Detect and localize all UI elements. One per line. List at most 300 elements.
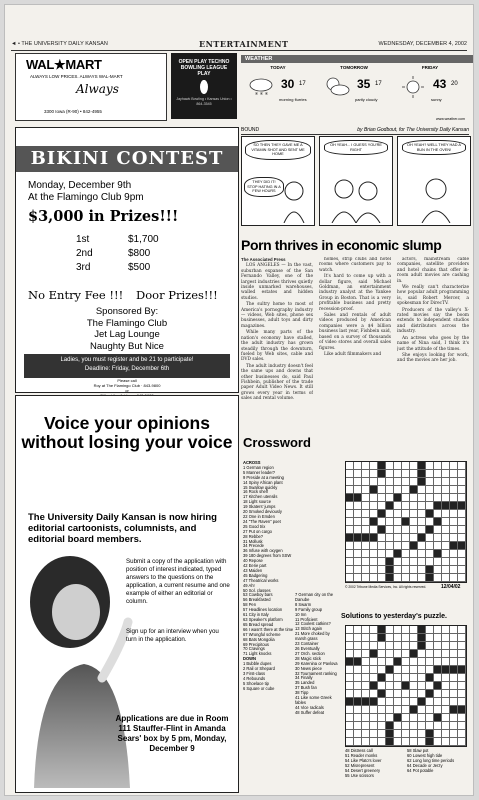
weather-condition: partly cloudy [355,97,378,102]
voice-ad-interview: Sign up for an interview when you turn in the application. [126,628,219,643]
grid-square [386,486,394,494]
grid-square [426,550,434,558]
grid-square [386,518,394,526]
grid-square [354,566,362,574]
grid-block [394,714,402,722]
grid-square [346,510,354,518]
grid-square [362,574,370,582]
grid-square [410,518,418,526]
grid-square [394,478,402,486]
clue: 45 Badgering [243,572,268,578]
grid-square [378,518,386,526]
grid-square [434,566,442,574]
grid-square [378,542,386,550]
grid-square [450,658,458,666]
grid-square [450,690,458,698]
grid-block [418,698,426,706]
grid-square [450,714,458,722]
clue: 44 Vice radicals [295,704,324,710]
grid-square [426,658,434,666]
clue: 18 Light source [243,499,271,505]
clue: 39 180 degrees from SSW [243,553,292,559]
grid-square [458,470,466,478]
grid-block [426,690,434,698]
grid-square [442,486,450,494]
grid-square [450,526,458,534]
clue: 34 Precede [243,543,264,549]
grid-square [442,674,450,682]
walmart-ad [15,53,167,121]
grid-square [434,470,442,478]
contact-line: or [125,388,129,393]
grid-square [426,666,434,674]
grid-square [450,642,458,650]
clue: 11 Proficient [295,616,318,622]
grid-square [394,526,402,534]
clue: 60 Lowest high tide [407,752,443,758]
grid-square [442,722,450,730]
grid-square [434,674,442,682]
grid-block [426,566,434,574]
grid-square [346,486,354,494]
grid-square [346,550,354,558]
grid-square [426,542,434,550]
grid-square [458,526,466,534]
grid-square [402,698,410,706]
grid-square [394,510,402,518]
prize-amount: $800 [128,248,151,259]
grid-square [378,706,386,714]
grid-block [386,738,394,746]
grid-block [418,462,426,470]
grid-block [386,566,394,574]
grid-square [378,566,386,574]
grid-square [418,550,426,558]
grid-square [450,486,458,494]
grid-square [354,550,362,558]
grid-block [354,698,362,706]
grid-square [362,674,370,682]
grid-square [410,698,418,706]
clue: 8 Swarm [295,601,312,607]
weather-day-label: TOMORROW [340,65,368,70]
grid-square [442,650,450,658]
grid-square [426,462,434,470]
grid-square [362,690,370,698]
grid-square [386,478,394,486]
grid-square [346,518,354,526]
grid-square [394,626,402,634]
grid-square [378,658,386,666]
grid-square [426,634,434,642]
grid-square [354,486,362,494]
grid-square [426,478,434,486]
grid-square [354,714,362,722]
grid-square [410,682,418,690]
grid-block [434,518,442,526]
grid-square [410,634,418,642]
clue: 54 Desert greenery [345,767,381,773]
grid-square [458,738,466,746]
article-paragraph: We really can't characterize how popular adult programming is, said Robert Mercer, a spokesman for DirecTV. [397,285,469,307]
grid-square [394,722,402,730]
grid-block [418,642,426,650]
clue: 48 Distress call [345,748,373,753]
grid-square [442,542,450,550]
grid-square [458,518,466,526]
walmart-logo: WAL★MART [26,57,102,72]
article-column [397,257,469,427]
grid-square [418,526,426,534]
grid-square [346,650,354,658]
clue: 63 Speaker's platform [243,617,283,622]
grid-block [370,698,378,706]
grid-block [346,494,354,502]
grid-block [378,690,386,698]
grid-square [378,650,386,658]
grid-square [346,738,354,746]
grid-square [402,650,410,658]
clue: 2 Rail or Shepard [243,666,275,672]
grid-square [362,634,370,642]
bikini-title: BIKINI CONTEST [16,146,238,172]
grid-square [402,558,410,566]
grid-square [418,714,426,722]
clue: 3 First-class [243,670,266,676]
grid-square [362,526,370,534]
grid-square [402,502,410,510]
grid-square [402,722,410,730]
voice-ad-instructions: Submit a copy of the application with position of interest indicated, typed answers to the questions on the application, a current resume and one example of either an editorial or column. [126,558,230,605]
grid-block [450,502,458,510]
clue: 31 Mollusk [243,538,263,544]
registration-deadline: Deadline: Friday, December 6th [84,366,170,372]
grid-square [426,650,434,658]
bowling-ad [171,53,237,119]
grid-square [426,698,434,706]
grid-square [354,642,362,650]
clue: 40 Repose [243,558,263,564]
grid-block [402,518,410,526]
grid-square [378,534,386,542]
clue: 17 Kitchen utensils [243,494,278,500]
grid-square [410,526,418,534]
grid-square [434,706,442,714]
clue-heading: DOWN [243,656,256,662]
grid-block [410,486,418,494]
grid-square [442,634,450,642]
grid-square [354,650,362,658]
article-paragraph: An actress who goes by the name of Nina said, I think it's just the attitude of the times. [397,335,469,352]
grid-square [450,698,458,706]
cartoon-figure-icon [416,175,456,223]
clue: 58 Slaw pot [407,748,429,753]
grid-square [346,566,354,574]
grid-square [450,558,458,566]
clue: 67 Wrongful scheme [243,631,281,637]
clue: 62 Long long time periods [407,757,455,763]
article-paragraph: actors, mainstream cable companies, satellite providers and hotel chains that offer in-room adult movies are cashing in. [397,257,469,284]
grid-square [370,566,378,574]
clue: 64 Pot potable [407,767,434,773]
grid-square [434,526,442,534]
clue: 38 Tipp [295,690,309,696]
grid-square [434,486,442,494]
grid-square [354,510,362,518]
grid-square [370,478,378,486]
grid-square [386,714,394,722]
grid-square [442,706,450,714]
clue: 9 Preside at a meeting [243,474,284,480]
grid-block [434,502,442,510]
weather-today [241,65,315,115]
grid-square [458,722,466,730]
grid-square [394,674,402,682]
grid-block [370,534,378,542]
grid-block [450,542,458,550]
grid-square [362,722,370,730]
article-paragraph: She enjoys looking for work, and the movies are her job. [397,352,469,364]
grid-square [394,634,402,642]
clue: 55 Use scissors [345,772,374,778]
bikini-contest-ad [15,127,239,393]
grid-block [458,706,466,714]
grid-square [394,690,402,698]
grid-square [346,682,354,690]
clue: 6 Square or cube [243,685,275,691]
grid-square [394,502,402,510]
grid-square [418,706,426,714]
grid-square [378,494,386,502]
clue: 5 Shoelace tip [243,680,269,686]
crossword-date: 12/04/02 [441,584,461,590]
grid-square [354,690,362,698]
prize-place: 2nd [76,248,93,259]
grid-square [410,502,418,510]
crossword-title: Crossword [243,435,311,450]
weather-friday [393,65,467,115]
clue: 69 Precipitous [243,641,269,647]
grid-square [386,650,394,658]
grid-square [402,510,410,518]
grid-square [386,658,394,666]
grid-square [410,494,418,502]
grid-square [458,658,466,666]
grid-square [394,650,402,658]
grid-square [434,462,442,470]
grid-square [410,626,418,634]
sun-icon [399,75,427,99]
grid-square [362,706,370,714]
clue: 27 Orch. section [295,650,325,656]
down-clues [345,749,407,778]
grid-square [434,510,442,518]
clue: 49 Ah! [243,582,255,588]
grid-square [362,558,370,566]
grid-square [458,682,466,690]
grid-square [346,470,354,478]
prize-place: 1st [76,234,90,245]
grid-square [442,642,450,650]
grid-square [370,510,378,518]
grid-square [354,674,362,682]
section-title: ENTERTAINMENT [199,39,289,49]
voice-ad-hiring: The University Daily Kansan is now hiring editorial cartoonists, columnists, and editorial board members. [28,512,217,545]
clue: 7 German city on the Danube [295,592,333,602]
clue: 1 German region [243,464,274,470]
clue: 19 Skaters' jumps [243,504,276,510]
clue: 4 Rebounds [243,675,266,681]
grid-square [370,658,378,666]
grid-block [394,550,402,558]
grid-square [346,674,354,682]
grid-block [458,542,466,550]
grid-square [458,642,466,650]
grid-block [378,462,386,470]
clue: 23 Container [295,641,319,647]
grid-square [346,714,354,722]
sponsor-name: Naughty But Nice [90,340,164,352]
grid-block [346,658,354,666]
article-paragraph: Like adult filmmakers and [324,351,382,357]
grid-square [458,486,466,494]
grid-square [370,542,378,550]
grid-square [434,730,442,738]
grid-square [362,510,370,518]
clue: 70 Cravings [243,646,265,652]
grid-square [370,626,378,634]
grid-square [442,558,450,566]
weather-condition: morning flurries [279,97,307,102]
grid-square [346,706,354,714]
grid-square [426,714,434,722]
grid-square [402,690,410,698]
grid-square [378,714,386,722]
clue: 71 Light knocks [243,651,272,657]
registration-note: Ladies, you must register and be 21 to participate! [60,357,194,363]
grid-square [378,738,386,746]
running-header [11,40,467,51]
weather-low: 17 [375,81,382,87]
clue: 54 Like Plato's lover [345,757,382,763]
grid-square [410,722,418,730]
grid-block [434,550,442,558]
svg-text:* * *: * * * [255,92,268,99]
grid-square [402,462,410,470]
grid-square [458,566,466,574]
grid-square [458,574,466,582]
clue: 32 Tournament ranking [295,670,337,676]
grid-square [418,658,426,666]
grid-square [402,478,410,486]
grid-square [450,470,458,478]
clue: 35 Landed [295,680,315,686]
grid-square [378,682,386,690]
grid-square [362,730,370,738]
grid-square [402,574,410,582]
grid-square [458,730,466,738]
grid-square [370,674,378,682]
clue: 51 Reader monks [345,752,378,758]
grid-square [418,666,426,674]
grid-square [418,730,426,738]
grid-square [450,518,458,526]
bikini-when [28,180,144,204]
prize-amount: $1,700 [128,234,159,245]
grid-square [426,518,434,526]
grid-square [410,666,418,674]
grid-square [354,462,362,470]
clue: 37 Bush fan [295,685,317,691]
grid-square [434,634,442,642]
grid-square [458,558,466,566]
walmart-always-script: Always [76,82,119,96]
clue: 21 More choked by marsh grass [295,631,330,642]
grid-square [426,558,434,566]
grid-block [386,502,394,510]
walmart-address: 3300 Iowa (R-90) • 842-4955 [44,109,102,114]
grid-square [370,690,378,698]
grid-block [426,674,434,682]
grid-square [378,698,386,706]
grid-square [354,738,362,746]
down-clues [295,593,339,716]
grid-square [442,550,450,558]
grid-square [402,534,410,542]
weather-high: 43 [433,77,447,91]
grid-square [402,658,410,666]
grid-square [362,566,370,574]
grid-square [394,730,402,738]
comic-panel [241,136,315,226]
grid-square [410,574,418,582]
grid-square [386,550,394,558]
weather-low: 17 [299,81,306,87]
grid-square [442,626,450,634]
grid-square [418,574,426,582]
clue: 42 Eerie part [243,563,267,569]
weather-condition: sunny [431,97,442,102]
grid-square [410,714,418,722]
grid-square [418,494,426,502]
grid-square [370,502,378,510]
speech-bubble: THEY DID IT! STOP HATING IN A FEW HOURS [244,177,284,197]
grid-square [354,502,362,510]
grid-square [410,674,418,682]
grid-block [426,526,434,534]
grid-square [434,574,442,582]
grid-square [458,650,466,658]
grid-square [410,534,418,542]
grid-square [434,534,442,542]
grid-square [418,510,426,518]
grid-square [458,462,466,470]
grid-square [346,574,354,582]
grid-square [450,462,458,470]
registration-banner [24,354,230,378]
grid-square [442,494,450,502]
grid-square [402,626,410,634]
weather-day-label: FRIDAY [421,65,439,70]
grid-square [434,478,442,486]
grid-square [370,550,378,558]
grid-square [394,666,402,674]
grid-square [346,634,354,642]
bowling-pin-icon [193,79,215,95]
clue: 66 I wasn't there at the time [243,626,294,632]
clue: 10 Inn [295,611,307,617]
grid-block [426,510,434,518]
